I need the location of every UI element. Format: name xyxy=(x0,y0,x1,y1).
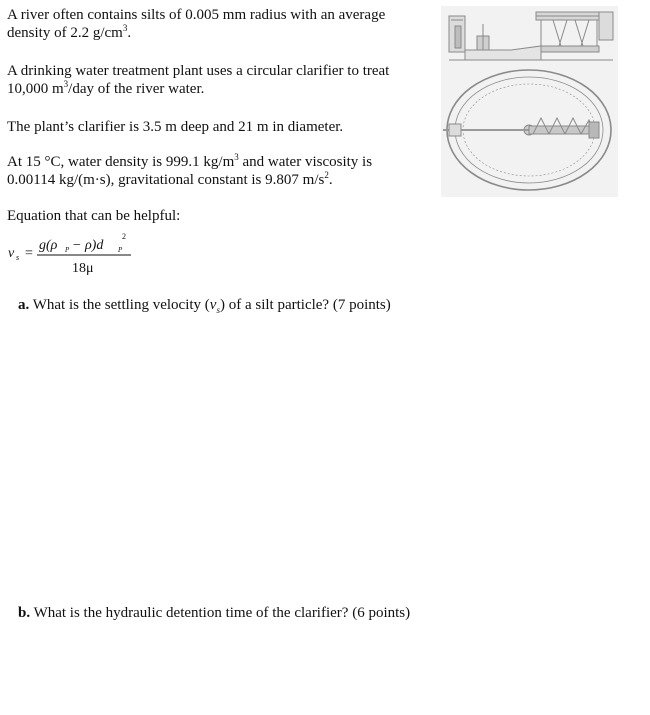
p1-line1: A river often contains silts of 0.005 mm radius with an average xyxy=(7,7,386,23)
eq-numerator-b: − ρ)d xyxy=(72,238,104,253)
p2-line1: A drinking water treatment plant uses a circular clarifier to treat xyxy=(7,63,390,79)
stokes-law-equation xyxy=(5,228,155,278)
eq-numerator-sub2: P xyxy=(118,246,123,254)
problem-paragraph-plant xyxy=(7,62,425,98)
p2-line2: 10,000 $m^3$/day of the river water. xyxy=(7,79,205,97)
eq-numerator-sup: 2 xyxy=(122,232,126,241)
eq-numerator-a: g(ρ xyxy=(39,238,58,253)
eq-lhs: v xyxy=(8,246,15,261)
p4-line1: At 15 °C, water density is 999.1 $kg/m^3$ and water viscosity is xyxy=(7,152,373,170)
equation-title: Equation that can be helpful: xyxy=(7,208,181,224)
p4-line2: 0.00114 kg/(m·s), gravitational constant is 9.807 $m/s^2$. xyxy=(7,170,333,188)
question-b: b. What is the hydraulic detention time of the clarifier? (6 points) xyxy=(18,605,411,621)
question-a-label: a. xyxy=(18,297,30,313)
question-b-label: b. xyxy=(18,605,31,621)
eq-numerator-sub1: P xyxy=(65,246,70,254)
question-a: a. What is the settling velocity $(v_s)$ of a silt particle? (7 points) xyxy=(18,297,391,315)
eq-denominator: 18μ xyxy=(72,261,94,276)
eq-equals: = xyxy=(25,246,33,261)
problem-paragraph-silt xyxy=(7,6,425,42)
p3-line1: The plant’s clarifier is 3.5 m deep and 21 m in diameter. xyxy=(7,119,344,135)
problem-paragraph-constants xyxy=(7,153,425,189)
problem-paragraph-clarifier xyxy=(7,118,425,136)
p1-line2: density of 2.2 $g/cm^3$. xyxy=(7,23,132,41)
eq-lhs-sub: s xyxy=(16,253,20,262)
circular-clarifier-figure xyxy=(441,6,618,197)
